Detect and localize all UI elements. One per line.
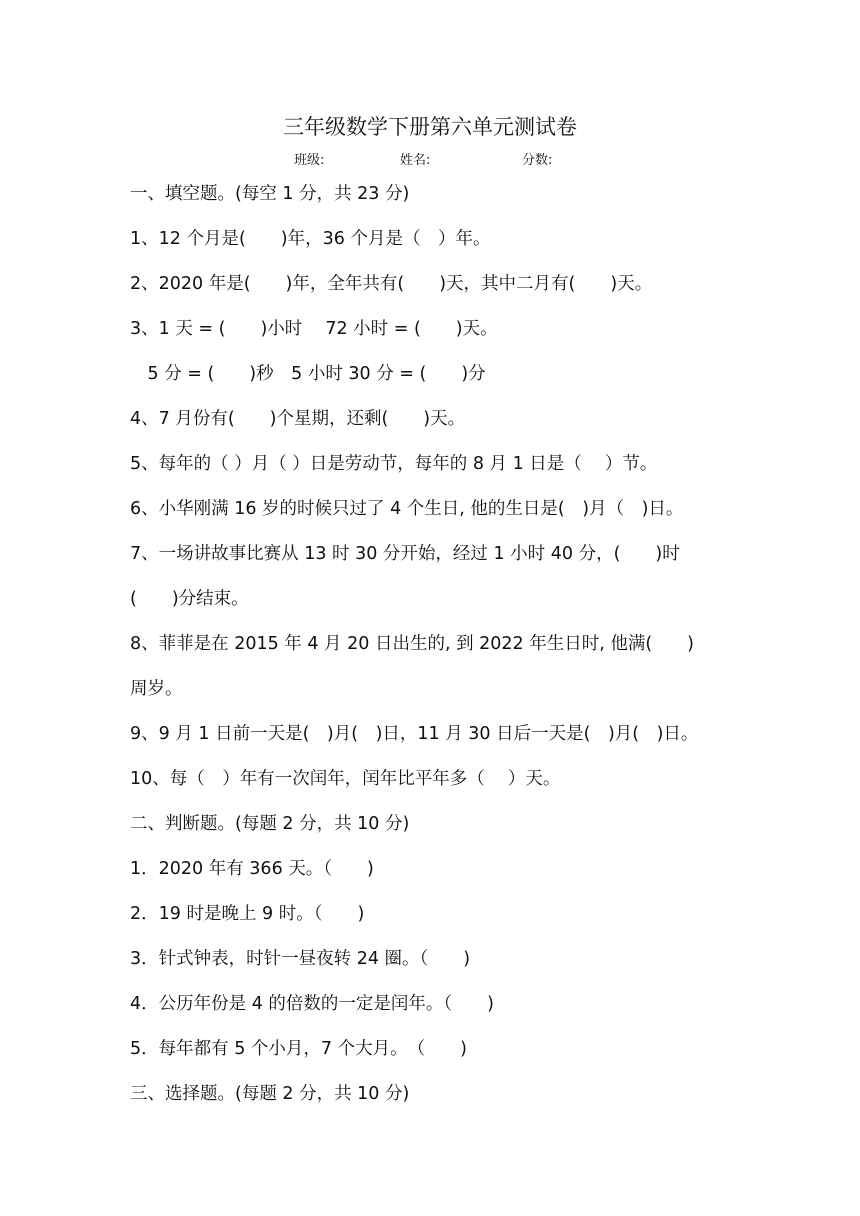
section-heading-true-false: 二、判断题。(每题 2 分，共 10 分) (130, 814, 410, 834)
question-line: 4、7 月份有( )个星期，还剩( )天。 (130, 409, 466, 429)
class-label: 班级: (294, 153, 325, 168)
score-label: 分数: (522, 153, 553, 168)
question-line: 8、菲菲是在 2015 年 4 月 20 日出生的, 到 2022 年生日时, 他满( ) (130, 634, 695, 654)
question-line: 7、一场讲故事比赛从 13 时 30 分开始，经过 1 小时 40 分，( )时 (130, 544, 680, 564)
page-title: 三年级数学下册第六单元测试卷 (283, 115, 577, 139)
question-line: 3、1 天 = ( )小时 72 小时 = ( )天。 (130, 319, 498, 339)
question-line: 1、12 个月是( )年，36 个月是（ ）年。 (130, 229, 491, 249)
question-line: 2、2020 年是( )年，全年共有( )天，其中二月有( )天。 (130, 274, 653, 294)
question-line: 4．公历年份是 4 的倍数的一定是闰年。（ ) (130, 994, 494, 1014)
question-line: 3．针式钟表，时针一昼夜转 24 圈。（ ) (130, 949, 471, 969)
question-line: 5．每年都有 5 个小月，7 个大月。 （ ) (130, 1039, 467, 1059)
section-heading-fill-blank: 一、填空题。(每空 1 分，共 23 分) (130, 184, 410, 204)
question-line: 周岁。 (130, 679, 183, 699)
question-line: 5、每年的（ ）月（ ）日是劳动节，每年的 8 月 1 日是（ ）节。 (130, 454, 658, 474)
question-line: 5 分 = ( )秒 5 小时 30 分 = ( )分 (130, 364, 486, 384)
question-line: 6、小华刚满 16 岁的时候只过了 4 个生日, 他的生日是( )月（ )日。 (130, 499, 684, 519)
question-line: 1．2020 年有 366 天。（ ) (130, 859, 374, 879)
question-line: 9、9 月 1 日前一天是( )月( )日，11 月 30 日后一天是( )月( )日。 (130, 724, 699, 744)
student-info-row (0, 150, 860, 172)
name-label: 姓名: (400, 153, 431, 168)
question-line: 2．19 时是晚上 9 时。（ ) (130, 904, 365, 924)
question-line: ( )分结束。 (130, 589, 249, 609)
section-heading-multiple-choice: 三、选择题。(每题 2 分，共 10 分) (130, 1084, 410, 1104)
question-line: 10、每（ ）年有一次闰年，闰年比平年多（ ）天。 (130, 769, 561, 789)
